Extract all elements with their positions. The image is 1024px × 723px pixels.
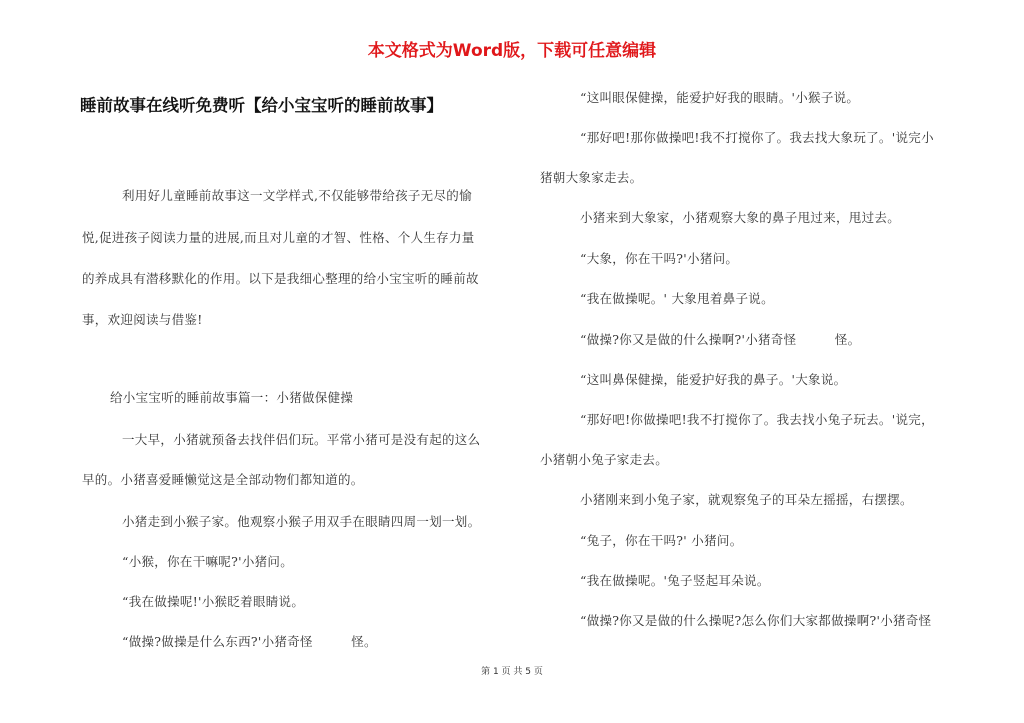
paragraph-line: “这叫眼保健操，能爱护好我的眼睛。'小猴子说。 — [580, 90, 860, 105]
paragraph-line: 的养成具有潜移默化的作用。以下是我细心整理的给小宝宝听的睡前故 — [82, 271, 479, 286]
paragraph-line: 悦,促进孩子阅读力量的进展,而且对儿童的才智、性格、个人生存力量 — [82, 230, 475, 245]
paragraph-line: “那好吧!那你做操吧!我不打搅你了。我去找大象玩了。'说完小 — [580, 130, 934, 145]
paragraph-line: “我在做操呢。' 大象甩着鼻子说。 — [580, 291, 774, 306]
paragraph-line: 一大早，小猪就预备去找伴侣们玩。平常小猪可是没有起的这么 — [122, 432, 481, 447]
paragraph-line: “兔子，你在干吗?' 小猪问。 — [580, 533, 743, 548]
paragraph-line: “做操?你又是做的什么操啊?'小猪奇怪 怪。 — [580, 332, 861, 347]
paragraph-line: “小猴，你在干嘛呢?'小猪问。 — [122, 554, 294, 569]
paragraph-line: “那好吧!你做操吧!我不打搅你了。我去找小兔子玩去。'说完， — [580, 412, 934, 427]
paragraph-line: “我在做操呢。'兔子竖起耳朵说。 — [580, 573, 770, 588]
paragraph-line: 早的。小猪喜爱睡懒觉这是全部动物们都知道的。 — [82, 472, 364, 487]
section-heading: 给小宝宝听的睡前故事篇一：小猪做保健操 — [110, 390, 354, 405]
paragraph-line: “大象，你在干吗?'小猪问。 — [580, 251, 739, 266]
paragraph-line: 猪朝大象家走去。 — [540, 170, 643, 185]
paragraph-line: “做操?你又是做的什么操呢?怎么你们大家都做操啊?'小猪奇怪 — [580, 613, 932, 628]
document-title: 睡前故事在线听免费听【给小宝宝听的睡前故事】 — [80, 96, 443, 115]
paragraph-line: 小猪走到小猴子家。他观察小猴子用双手在眼睛四周一划一划。 — [122, 514, 481, 529]
format-banner: 本文格式为Word版，下载可任意编辑 — [367, 41, 657, 61]
paragraph-line: 小猪朝小兔子家走去。 — [540, 452, 669, 467]
paragraph-line: 小猪来到大象家，小猪观察大象的鼻子甩过来，甩过去。 — [580, 210, 901, 225]
paragraph-line: “这叫鼻保健操，能爱护好我的鼻子。'大象说。 — [580, 372, 847, 387]
page-number: 第 1 页 共 5 页 — [481, 667, 543, 677]
paragraph-line: “我在做操呢!'小猴眨着眼睛说。 — [122, 594, 305, 609]
paragraph-line: 事，欢迎阅读与借鉴! — [82, 312, 203, 327]
paragraph-line: 利用好儿童睡前故事这一文学样式,不仅能够带给孩子无尽的愉 — [122, 188, 472, 203]
paragraph-line: 小猪刚来到小兔子家，就观察兔子的耳朵左摇摇，右摆摆。 — [580, 492, 913, 507]
paragraph-line: “做操?做操是什么东西?'小猪奇怪 怪。 — [122, 634, 377, 649]
